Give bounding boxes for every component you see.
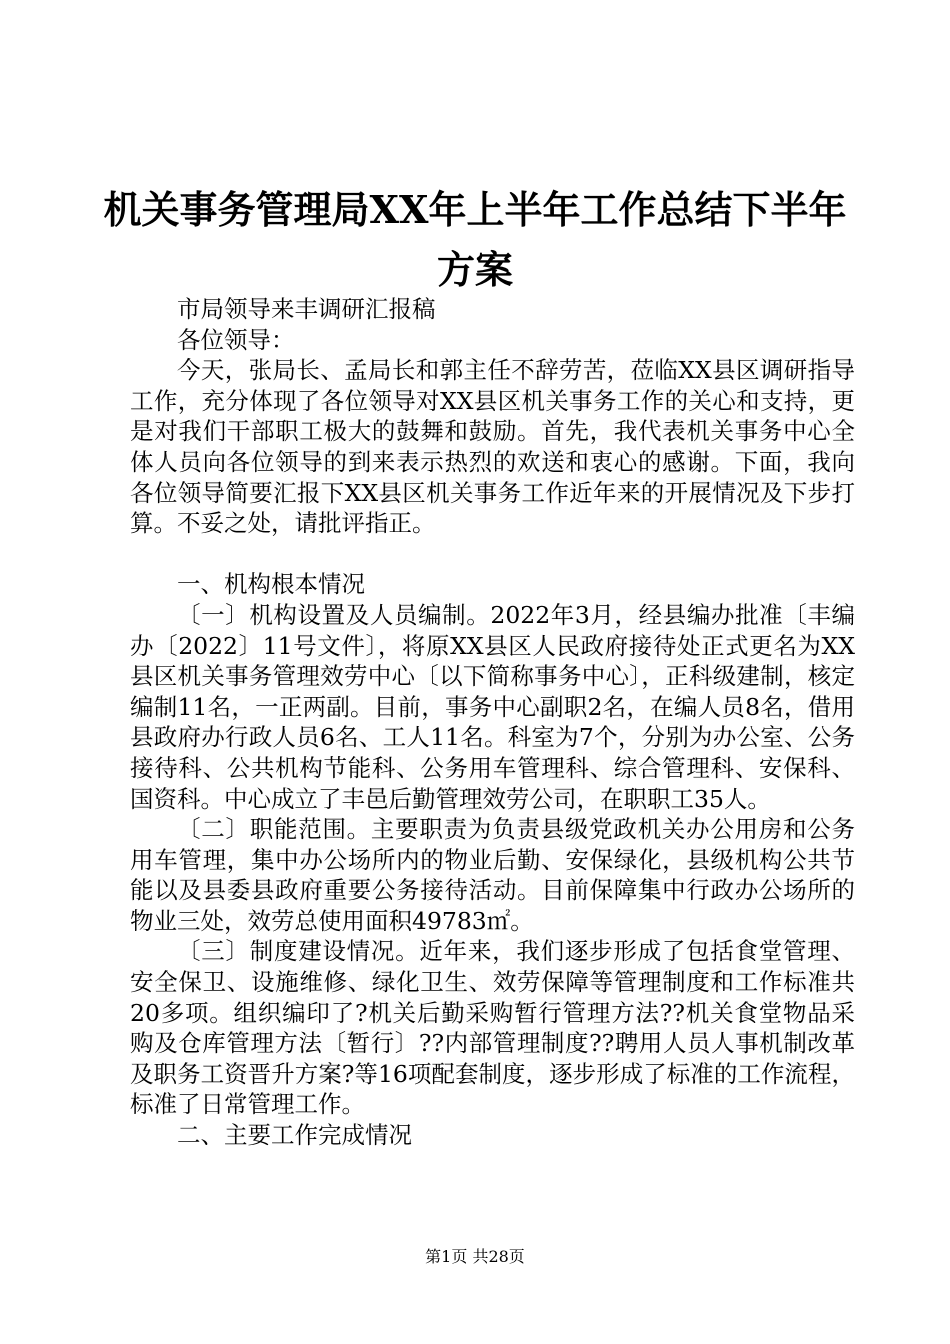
- paragraph-functions: 〔二〕职能范围。主要职责为负责县级党政机关办公用房和公务用车管理，集中办公场所内的物业后勤、安保绿化，县级机构公共节能以及县委县政府重要公务接待活动。目前保障集中行政办公场所的物业三处，效劳总使用面积49783㎡。: [130, 815, 855, 935]
- document-title-line1: 机关事务管理局XX年上半年工作总结下半年: [103, 187, 847, 232]
- report-heading: 市局领导来丰调研汇报稿: [177, 295, 436, 323]
- intro-paragraph: 今天，张局长、孟局长和郭主任不辞劳苦，莅临XX县区调研指导工作，充分体现了各位领导对XX县区机关事务工作的关心和支持，更是对我们干部职工极大的鼓舞和鼓励。首先，我代表机关事务中心全体人员向各位领导的到来表示热烈的欢送和衷心的感谢。下面，我向各位领导简要汇报下XX县区机关事务工作近年来的开展情况及下步打算。不妥之处，请批评指正。: [130, 356, 855, 538]
- document-title-line2: 方案: [436, 247, 513, 292]
- paragraph-rules: 〔三〕制度建设情况。近年来，我们逐步形成了包括食堂管理、安全保卫、设施维修、绿化卫生、效劳保障等管理制度和工作标准共20多项。组织编印了?机关后勤采购暂行管理方法??机关食堂物品采购及仓库管理方法〔暂行〕??内部管理制度??聘用人员人事机制改革及职务工资晋升方案?等16项配套制度，逐步形成了标准的工作流程，标准了日常管理工作。: [130, 937, 855, 1119]
- section-heading-1: 一、机构根本情况: [177, 570, 365, 599]
- section-heading-2: 二、主要工作完成情况: [177, 1121, 412, 1150]
- salutation: 各位领导：: [177, 325, 295, 354]
- document-body: [130, 294, 855, 1151]
- page-number: 第1页 共28页: [425, 1247, 525, 1266]
- paragraph-org-setup: 〔一〕机构设置及人员编制。2022年3月，经县编办批准〔丰编办〔2022〕11号文件〕，将原XX县区人民政府接待处正式更名为XX县区机关事务管理效劳中心〔以下简称事务中心〕，正科级建制，核定编制11名，一正两副。目前，事务中心副职2名，在编人员8名，借用县政府办行政人员6名、工人11名。科室为7个，分别为办公室、公务接待科、公共机构节能科、公务用车管理科、综合管理科、安保科、国资科。中心成立了丰邑后勤管理效劳公司，在职职工35人。: [130, 600, 855, 813]
